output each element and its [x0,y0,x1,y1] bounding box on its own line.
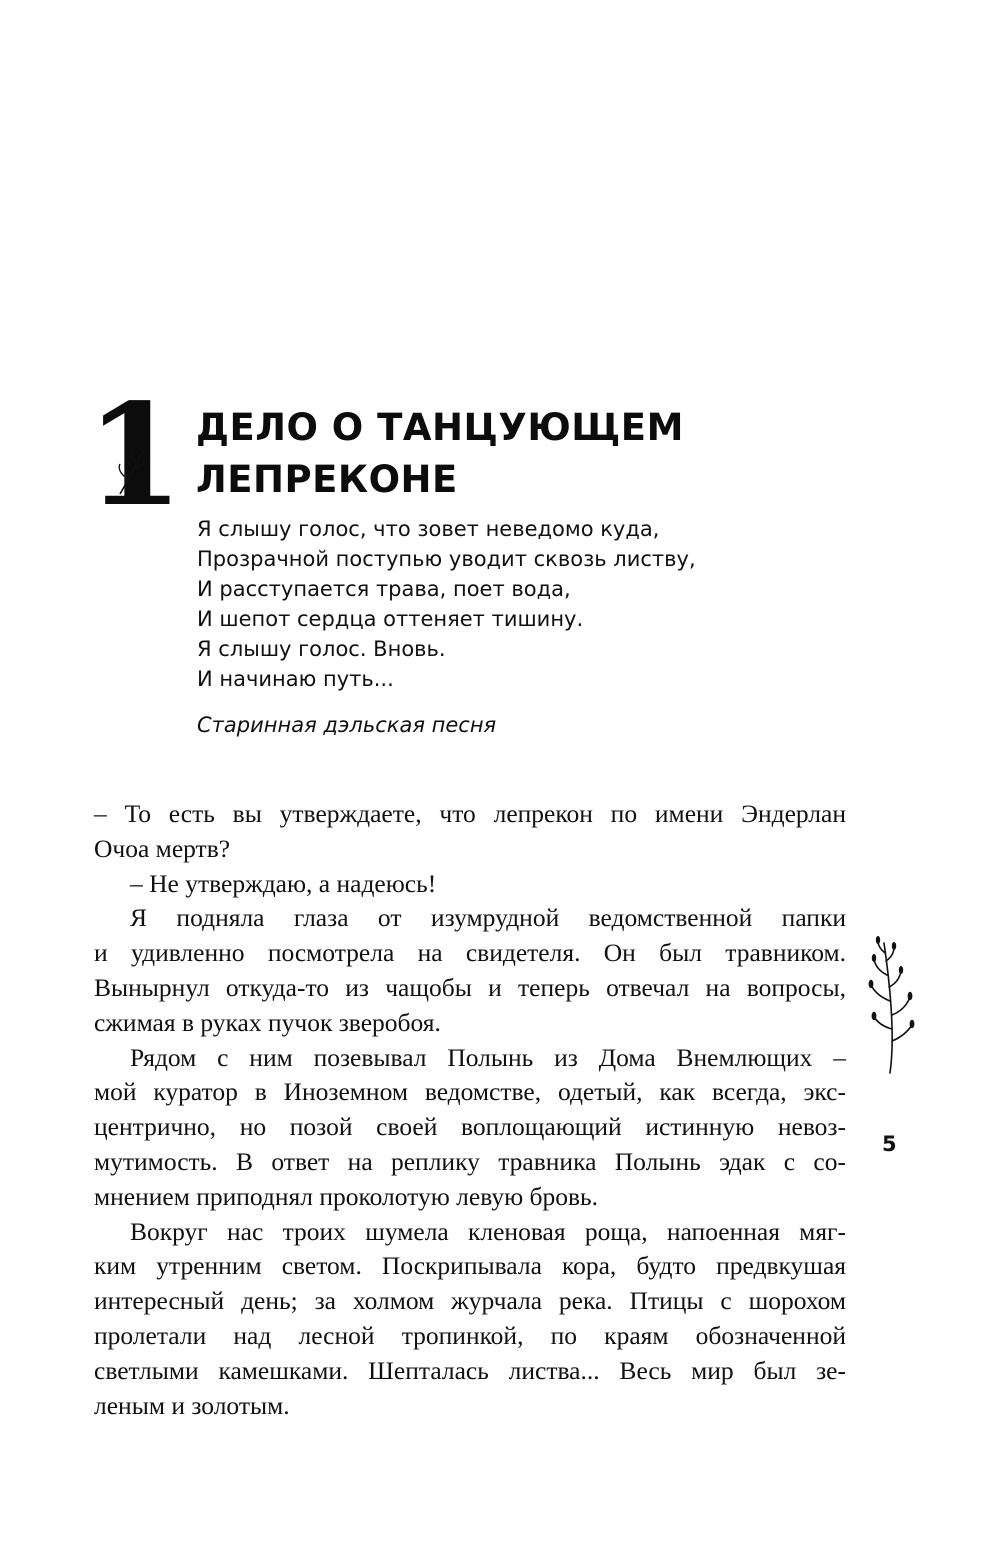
body-line: Вокруг нас троих шумела кленовая роща, напоенная мяг- [130,1216,846,1246]
epigraph [197,514,797,694]
epigraph-line: Я слышу голос. Вновь. [197,637,446,661]
epigraph-source: Старинная дэльская песня [197,713,497,737]
epigraph-line: И начинаю путь... [197,667,394,691]
body-line: мой куратор в Иноземном ведомстве, одетый, как всегда, экс- [94,1077,846,1107]
body-line: пролетали над лесной тропинкой, по краям обозначенной [94,1320,846,1350]
body-line: мнением приподнял проколотую левую бровь. [94,1181,599,1211]
small-sprig-icon [114,446,148,496]
body-text [94,797,846,1423]
chapter-title-line: ЛЕПРЕКОНЕ [196,458,458,501]
chapter-title [196,402,756,506]
body-line: ким утренним светом. Поскрипывала кора, будто предвкушая [94,1251,846,1281]
body-line: интересный день; за холмом журчала река. Птицы с шорохом [94,1286,846,1316]
epigraph-line: Прозрачной поступью уводит сквозь листву, [197,547,696,571]
epigraph-line: И шепот сердца оттеняет тишину. [197,607,584,631]
body-line: Я подняла глаза от изумрудной ведомственной папки [130,903,846,933]
chapter-title-line: ДЕЛО О ТАНЦУЮЩЕМ [196,406,684,449]
body-line: и удивленно посмотрела на свидетеля. Он был травником. [94,938,846,968]
body-line: Рядом с ним позевывал Полынь из Дома Внемлющих – [130,1042,846,1072]
body-line: леным и золотым. [94,1390,290,1420]
body-line: Очоа мертв? [94,833,231,863]
body-line: мутимость. В ответ на реплику травника Полынь эдак с со- [94,1146,846,1176]
page-number: 5 [882,1132,897,1156]
body-line: сжимая в руках пучок зверобоя. [94,1007,441,1037]
epigraph-line: Я слышу голос, что зовет неведомо куда, [197,517,660,541]
body-line: светлыми камешками. Шепталась листва... Весь мир был зе- [94,1355,846,1385]
body-line: – Не утверждаю, а надеюсь! [130,868,437,898]
epigraph-line: И расступается трава, поет вода, [197,577,571,601]
leaf-sprig-icon [860,935,930,1075]
body-line: Вынырнул откуда-то из чащобы и теперь отвечал на вопросы, [94,972,846,1002]
body-line: – То есть вы утверждаете, что лепрекон по имени Эндерлан [94,799,846,828]
body-line: центрично, но позой своей воплощающий истинную невоз- [94,1112,846,1142]
chapter-number: 1 [86,374,184,538]
